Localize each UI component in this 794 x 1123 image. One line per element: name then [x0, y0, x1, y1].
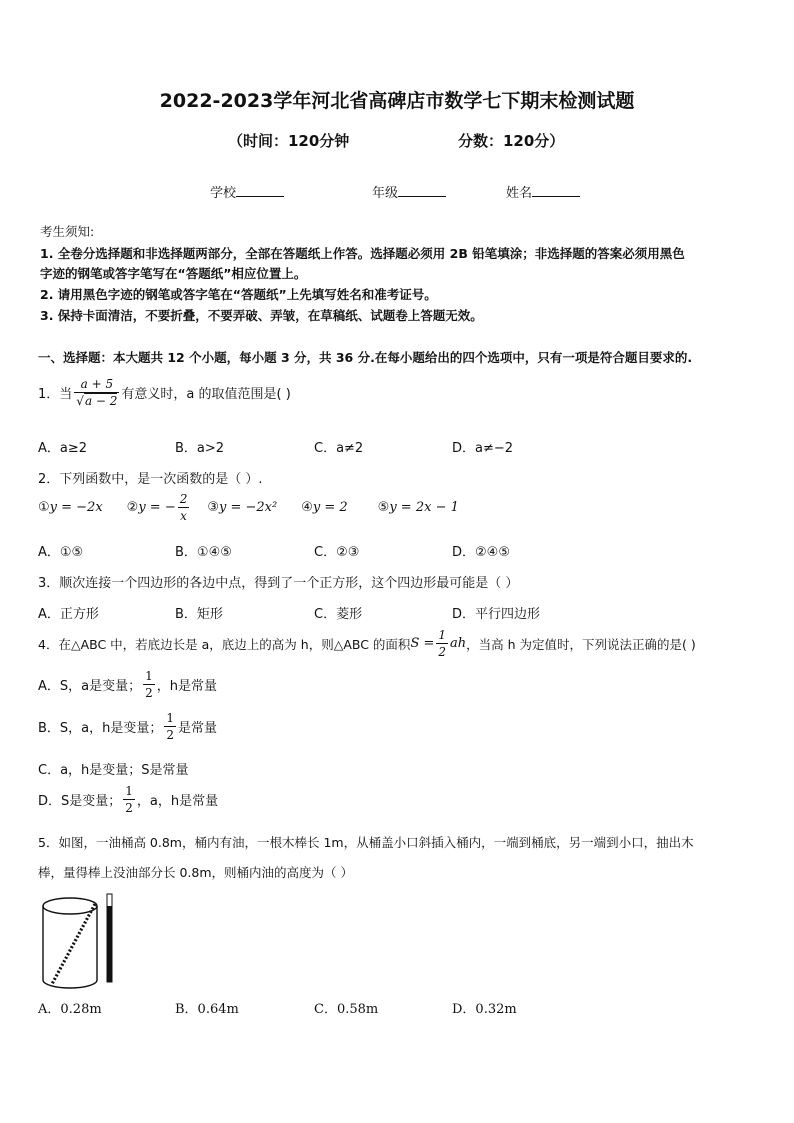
- q4-formula-numerator: 1: [438, 628, 447, 642]
- q4-formula-lhs: S =: [410, 636, 435, 651]
- q2-option-a[interactable]: A．①⑤: [38, 545, 84, 560]
- q4-option-a-fraction: [143, 670, 155, 699]
- exam-score: 分数：120分）: [458, 132, 565, 150]
- q4-option-b-num: 1: [166, 711, 175, 725]
- notice-line-2: 2. 请用黑色字迹的钢笔或答字笔在“答题纸”上先填写姓名和准考证号。: [40, 287, 437, 302]
- q2-f4-label: ④: [301, 500, 313, 515]
- q3-option-c[interactable]: C．菱形: [314, 607, 363, 622]
- q2-f5: y = 2x − 1: [389, 500, 459, 515]
- exam-time: （时间：120分钟: [228, 132, 350, 150]
- notice-line-3: 3. 保持卡面清洁，不要折叠，不要弄破、弄皱，在草稿纸、试题卷上答题无效。: [40, 308, 483, 323]
- q2-f1-label: ①: [38, 500, 50, 515]
- q2-f3-label: ③: [207, 500, 220, 515]
- q4-option-b-den: 2: [166, 728, 175, 742]
- q2-f5-label: ⑤: [377, 500, 390, 515]
- q2-f4: y = 2: [312, 500, 348, 515]
- name-label: 姓名: [506, 186, 533, 201]
- q4-option-d-den: 2: [125, 801, 133, 815]
- q4-option-a[interactable]: [38, 670, 217, 699]
- q1-radicand: a − 2: [84, 394, 118, 408]
- q1-fraction: [74, 378, 119, 407]
- q4-option-d-fraction: [123, 785, 135, 814]
- q2-stem: 2．下列函数中，是一次函数的是（ ）.: [38, 472, 263, 487]
- name-field: [506, 182, 580, 201]
- q4-option-b[interactable]: [38, 712, 217, 741]
- q4-option-b-fraction: [164, 712, 176, 741]
- q5-option-c[interactable]: C．0.58m: [314, 1002, 379, 1017]
- grade-label: 年级: [372, 186, 399, 201]
- q3-stem: 3．顺次连接一个四边形的各边中点，得到了一个正方形，这个四边形最可能是（ ）: [38, 576, 519, 591]
- notice-heading: 考生须知:: [40, 224, 95, 239]
- barrel-bottom-arc: [43, 980, 97, 988]
- school-field: [210, 182, 284, 201]
- q3-option-d[interactable]: D．平行四边形: [452, 607, 541, 622]
- q5-option-b[interactable]: B．0.64m: [175, 1002, 239, 1017]
- q1-option-d[interactable]: D．a≠−2: [452, 441, 514, 456]
- q2-f2-denominator: x: [180, 509, 187, 523]
- q4-option-c[interactable]: C．a，h是变量；S是常量: [38, 763, 189, 778]
- oil-barrel-figure: [40, 892, 120, 992]
- grade-blank: [398, 184, 446, 197]
- q5-option-d[interactable]: D．0.32m: [452, 1002, 517, 1017]
- q4-option-b-text2: 是常量: [178, 721, 218, 736]
- q3-option-b[interactable]: B．矩形: [175, 607, 223, 622]
- q2-option-d[interactable]: D．②④⑤: [452, 545, 510, 560]
- q2-f3: y = −2x²: [219, 500, 278, 515]
- q4-formula-fraction: [436, 629, 448, 658]
- q4-formula-rhs: ah: [450, 636, 467, 651]
- question-4: [38, 629, 696, 658]
- question-1: [38, 378, 291, 407]
- q4-option-a-text1: A．S，a是变量；: [38, 679, 142, 694]
- q5-line-1: 5．如图，一油桶高 0.8m，桶内有油，一根木棒长 1m，从桶盖小口斜插入桶内，一端到桶底，另一端到小口，抽出木: [38, 835, 694, 850]
- q2-option-c[interactable]: C．②③: [314, 545, 360, 560]
- q4-formula-denominator: 2: [438, 645, 447, 659]
- grade-field: [372, 182, 446, 201]
- q4-option-d-text2: ，a，h是常量: [136, 794, 219, 809]
- notice-line-1b: 字迹的钢笔或答字笔写在“答题纸”相应位置上。: [40, 266, 307, 281]
- section-heading: 一、选择题：本大题共 12 个小题，每小题 3 分，共 36 分.在每小题给出的四个选项中，只有一项是符合题目要求的.: [38, 350, 693, 365]
- q1-option-b[interactable]: B．a>2: [175, 441, 225, 456]
- stick-in-barrel: [52, 904, 95, 984]
- notice-line-1a: 1. 全卷分选择题和非选择题两部分，全部在答题纸上作答。选择题必须用 2B 铅笔填涂；非选择题的答案必须用黑色: [40, 246, 685, 261]
- q5-line-2: 棒，量得棒上没油部分长 0.8m，则桶内油的高度为（ ）: [38, 865, 354, 880]
- q2-f2-fraction: [178, 493, 190, 522]
- q1-numerator: a + 5: [80, 377, 114, 391]
- name-blank: [532, 184, 580, 197]
- q4-option-b-text1: B．S，a，h是变量；: [38, 721, 163, 736]
- page-title: 2022-2023学年河北省高碑店市数学七下期末检测试题: [159, 90, 635, 112]
- q1-option-a[interactable]: A．a≥2: [38, 441, 88, 456]
- q3-option-a[interactable]: A．正方形: [38, 607, 99, 622]
- q5-option-a[interactable]: A．0.28m: [38, 1002, 102, 1017]
- school-label: 学校: [210, 186, 237, 201]
- q2-f2-label: ②: [126, 500, 139, 515]
- q4-option-d[interactable]: [38, 785, 218, 814]
- q4-option-a-den: 2: [145, 686, 153, 700]
- stick-dark-part: [107, 906, 112, 982]
- school-blank: [236, 184, 284, 197]
- q4-option-a-text2: ，h是常量: [156, 679, 218, 694]
- q1-suffix: 有意义时，a 的取值范围是( ): [121, 387, 291, 402]
- q2-f2-numerator: 2: [179, 492, 188, 506]
- q1-prefix: 1．当: [38, 387, 73, 402]
- barrel-top-ellipse: [43, 898, 97, 914]
- q4-suffix: ，当高 h 为定值时，下列说法正确的是( ): [466, 636, 696, 652]
- q4-option-a-num: 1: [145, 669, 153, 683]
- q4-prefix: 4．在△ABC 中，若底边长是 a，底边上的高为 h，则△ABC 的面积: [38, 636, 411, 652]
- q4-option-d-text1: D．S是变量；: [38, 794, 122, 809]
- q1-denominator: √a − 2: [76, 394, 118, 408]
- q4-option-d-num: 1: [125, 784, 133, 798]
- q2-functions: [38, 493, 459, 522]
- q1-option-c[interactable]: C．a≠2: [314, 441, 364, 456]
- q2-f2-lhs: y = −: [138, 500, 176, 515]
- q2-option-b[interactable]: B．①④⑤: [175, 545, 232, 560]
- q2-f1: y = −2x: [49, 500, 103, 515]
